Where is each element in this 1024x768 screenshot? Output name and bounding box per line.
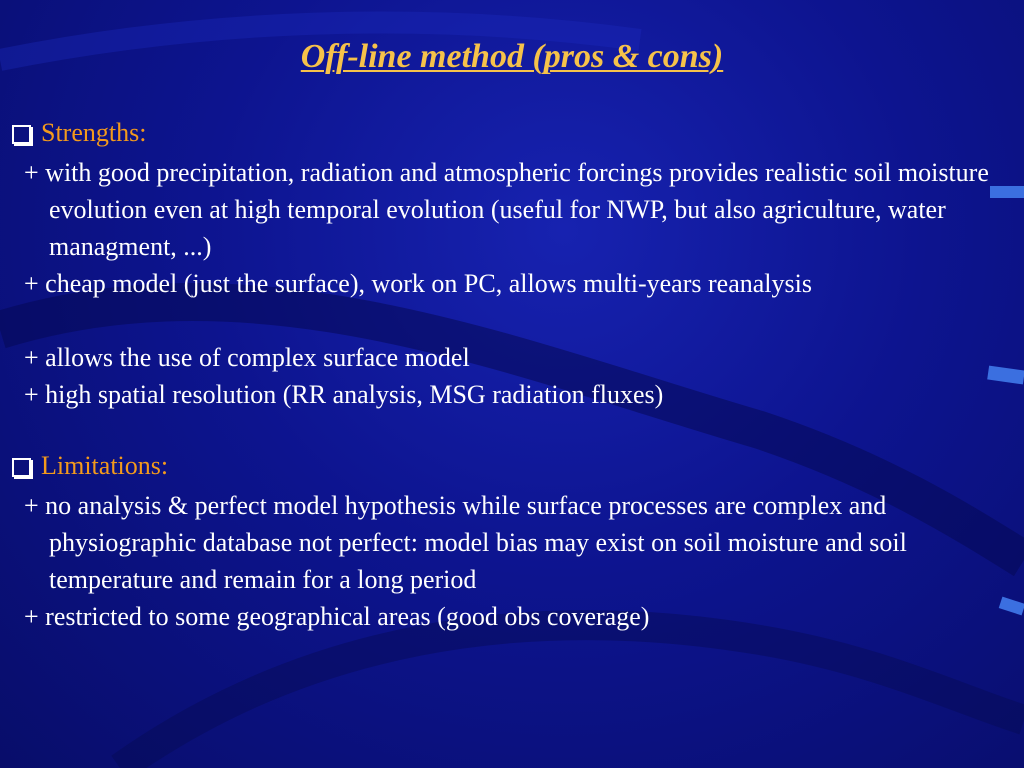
strength-item: + allows the use of complex surface model (24, 343, 470, 372)
slide-title: Off-line method (pros & cons) (300, 38, 724, 75)
section-heading-label: Strengths: (41, 118, 147, 147)
checkbox-bullet-icon (12, 125, 31, 144)
strength-item: + cheap model (just the surface), work on PC, allows multi-years reanalysis (24, 269, 812, 298)
section-heading-label: Limitations: (41, 451, 169, 480)
strength-item: + with good precipitation, radiation and atmospheric forcings provides realistic soil moisture evolution even at high temporal evolution (useful for NWP, but also agriculture, water managment, ...) (24, 158, 989, 261)
limitation-item: + restricted to some geographical areas (good obs coverage) (24, 602, 650, 631)
limitation-item: + no analysis & perfect model hypothesis while surface processes are complex and physiographic database not perfect: model bias may exist on soil moisture and soil temperature and remain for a long period (24, 491, 907, 594)
section-heading-strengths (12, 118, 146, 148)
section-heading-limitations (12, 451, 168, 481)
checkbox-bullet-icon (12, 458, 31, 477)
strength-item: + high spatial resolution (RR analysis, MSG radiation fluxes) (24, 380, 664, 409)
